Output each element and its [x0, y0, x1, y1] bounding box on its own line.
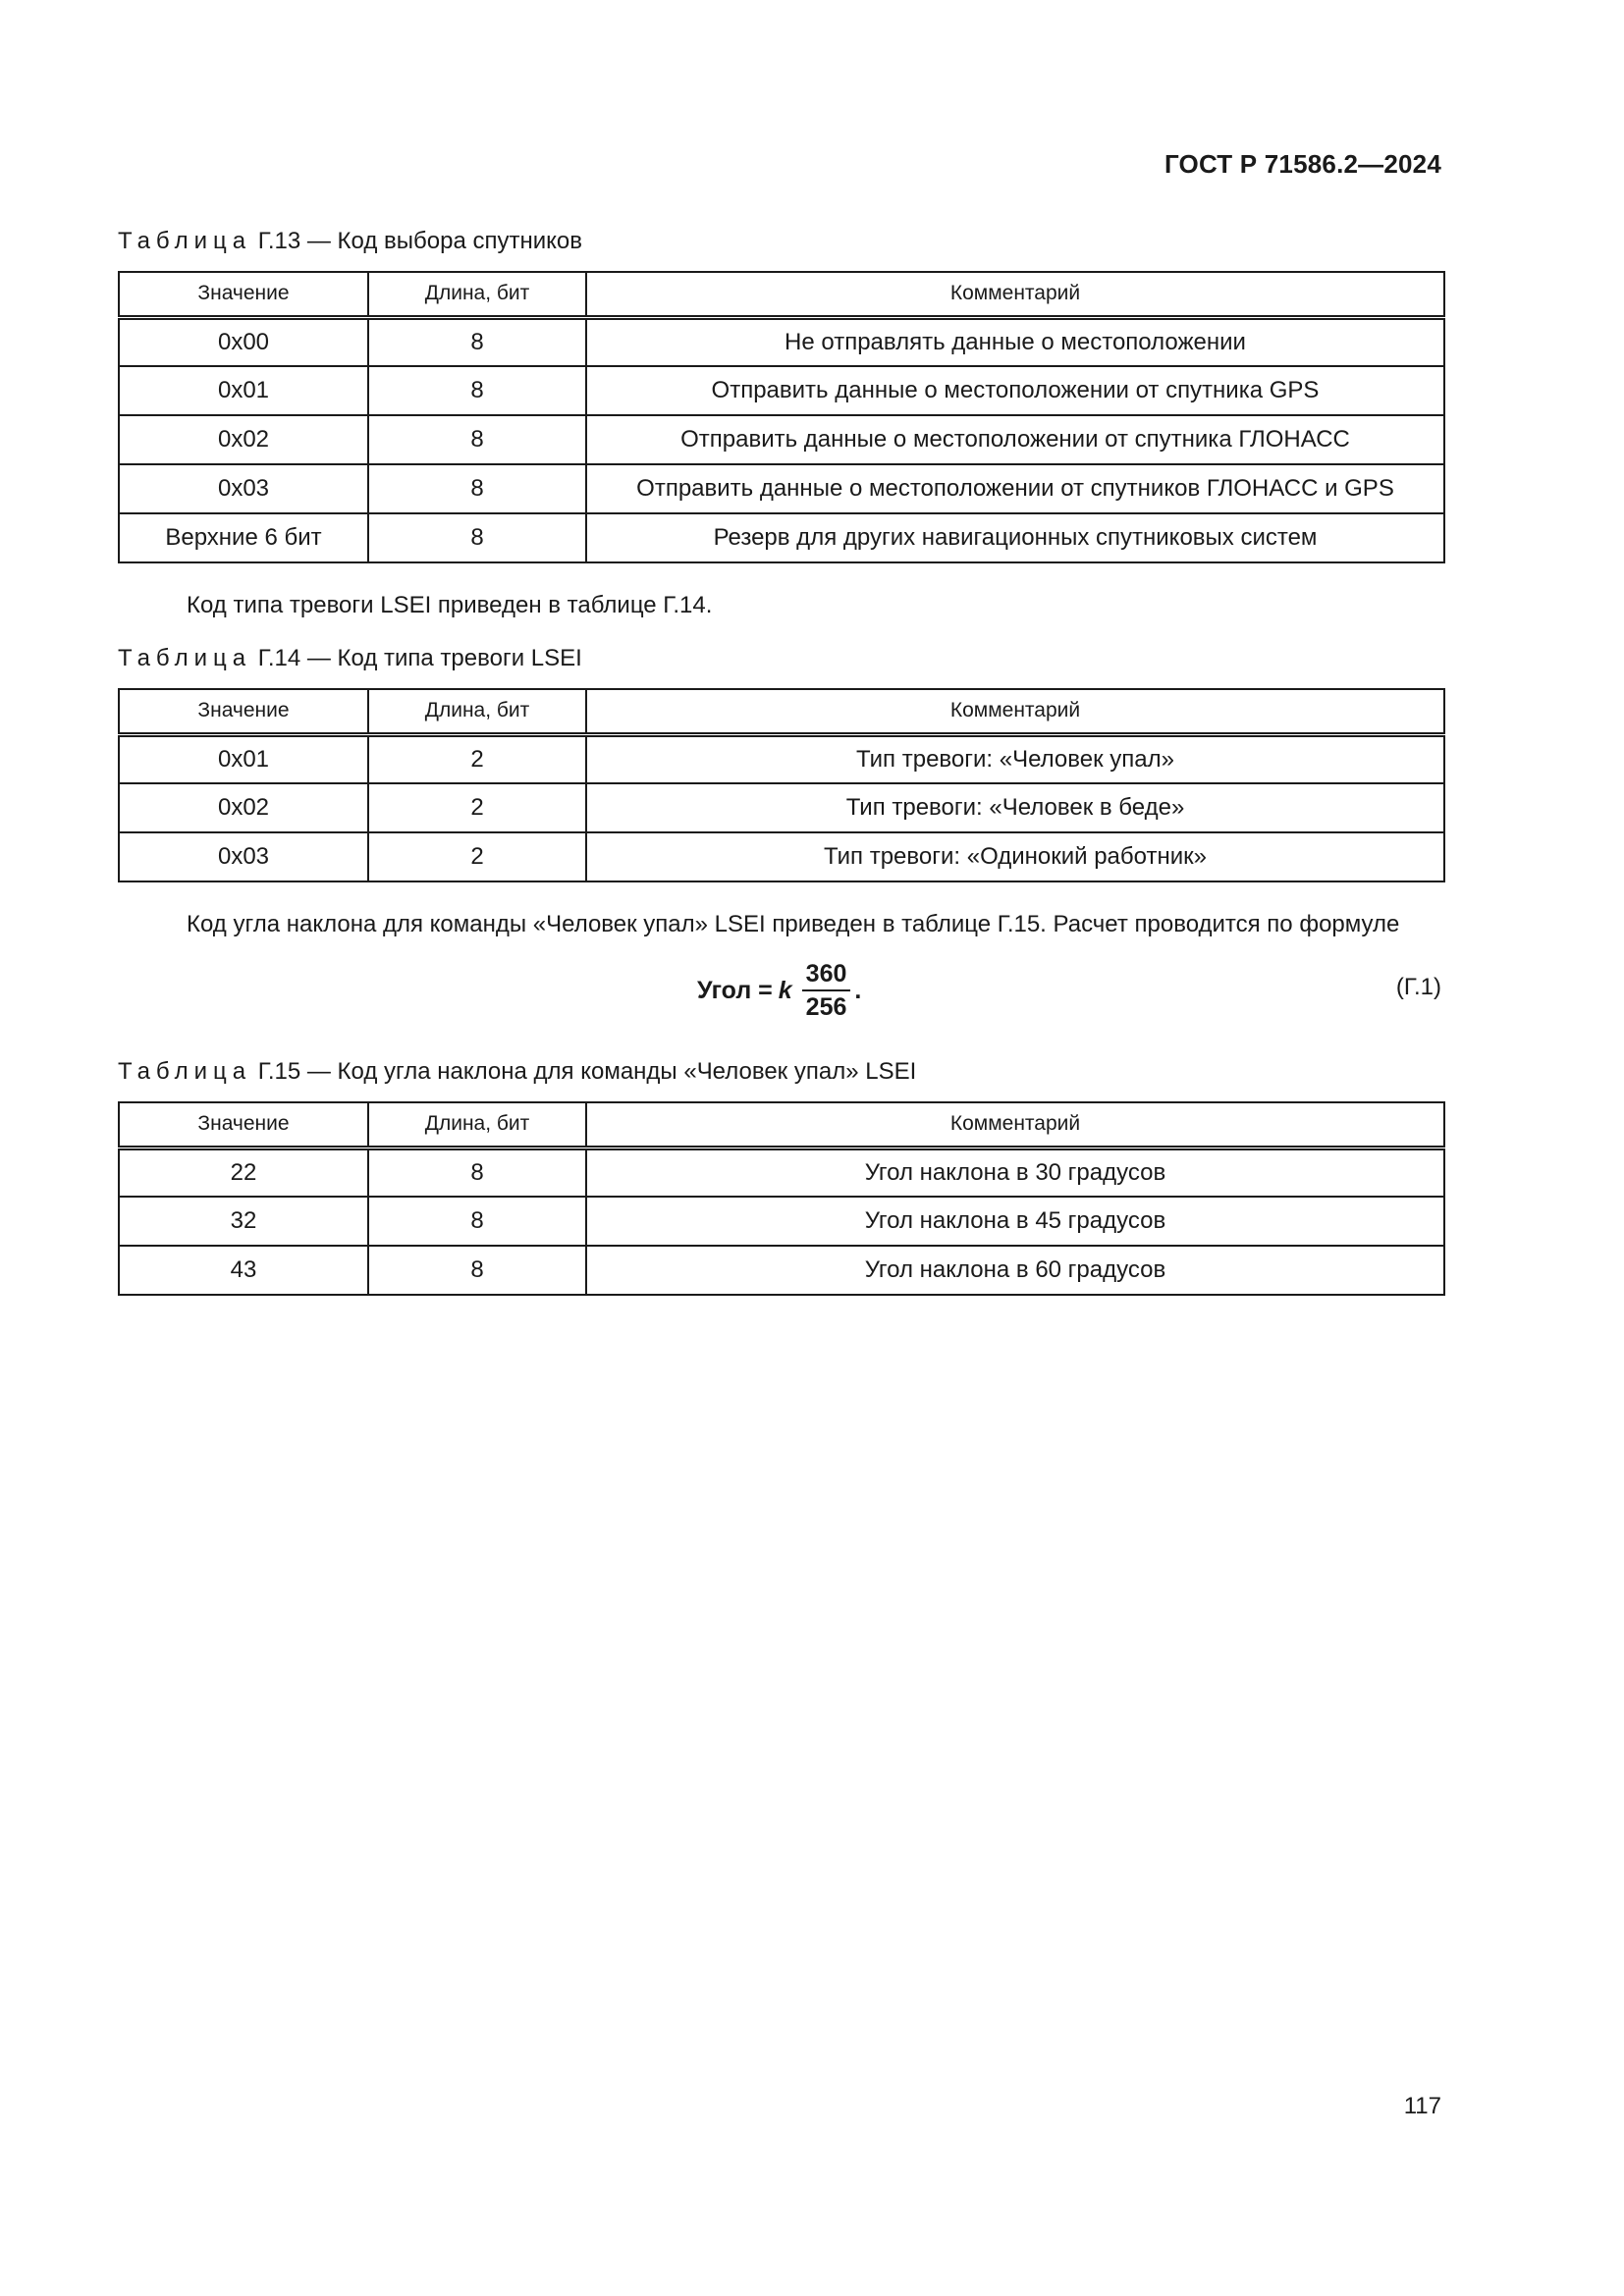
table-row — [119, 415, 1444, 464]
paragraph-tilt-angle: Код угла наклона для команды «Человек упал» LSEI приведен в таблице Г.15. Расчет проводится по формуле — [187, 911, 1400, 937]
caption-word: Таблица — [118, 645, 252, 671]
header-length: Длина, бит — [368, 272, 586, 317]
cell-value: 43 — [119, 1246, 368, 1295]
header-value: Значение — [119, 1102, 368, 1148]
formula-fraction — [802, 960, 851, 1021]
cell-length: 8 — [368, 317, 586, 366]
cell-value: 0x02 — [119, 415, 368, 464]
caption-word: Таблица — [118, 228, 252, 254]
formula-variable: k — [778, 976, 792, 1004]
header-comment: Комментарий — [586, 272, 1444, 317]
table-row — [119, 513, 1444, 562]
cell-length: 8 — [368, 1148, 586, 1197]
table-header-row — [119, 1102, 1444, 1148]
formula-lhs: Угол = — [697, 976, 773, 1004]
caption-word: Таблица — [118, 1058, 252, 1085]
cell-comment: Отправить данные о местоположении от спутников ГЛОНАСС и GPS — [586, 464, 1444, 513]
table-15-caption — [118, 1058, 916, 1086]
formula-number: (Г.1) — [1395, 974, 1441, 1000]
table-row — [119, 366, 1444, 415]
cell-comment: Отправить данные о местоположении от спутника GPS — [586, 366, 1444, 415]
cell-length: 2 — [368, 734, 586, 783]
cell-length: 8 — [368, 464, 586, 513]
header-value: Значение — [119, 689, 368, 734]
table-row — [119, 734, 1444, 783]
cell-comment: Тип тревоги: «Одинокий работник» — [586, 832, 1444, 881]
cell-comment: Угол наклона в 60 градусов — [586, 1246, 1444, 1295]
document-code: ГОСТ Р 71586.2—2024 — [1164, 149, 1441, 179]
table-row — [119, 317, 1444, 366]
caption-text: Г.15 — Код угла наклона для команды «Человек упал» LSEI — [257, 1058, 917, 1085]
cell-value: 32 — [119, 1197, 368, 1246]
cell-comment: Тип тревоги: «Человек упал» — [586, 734, 1444, 783]
table-row — [119, 464, 1444, 513]
formula-numerator: 360 — [802, 960, 851, 991]
cell-length: 8 — [368, 513, 586, 562]
table-row — [119, 832, 1444, 881]
cell-comment: Угол наклона в 30 градусов — [586, 1148, 1444, 1197]
formula-end: . — [854, 976, 862, 1004]
cell-comment: Угол наклона в 45 градусов — [586, 1197, 1444, 1246]
table-13-caption — [118, 228, 582, 255]
table-header-row — [119, 689, 1444, 734]
header-length: Длина, бит — [368, 689, 586, 734]
cell-comment: Резерв для других навигационных спутниковых систем — [586, 513, 1444, 562]
header-length: Длина, бит — [368, 1102, 586, 1148]
cell-value: 0x03 — [119, 464, 368, 513]
header-value: Значение — [119, 272, 368, 317]
cell-length: 8 — [368, 1246, 586, 1295]
table-14 — [118, 688, 1445, 882]
table-header-row — [119, 272, 1444, 317]
cell-value: 22 — [119, 1148, 368, 1197]
cell-length: 8 — [368, 366, 586, 415]
formula-denominator: 256 — [805, 993, 847, 1021]
header-comment: Комментарий — [586, 1102, 1444, 1148]
cell-value: 0x01 — [119, 366, 368, 415]
paragraph-alarm-type: Код типа тревоги LSEI приведен в таблице Г.14. — [187, 592, 713, 618]
cell-length: 2 — [368, 832, 586, 881]
table-13 — [118, 271, 1445, 563]
cell-length: 2 — [368, 783, 586, 832]
table-row — [119, 783, 1444, 832]
table-row — [119, 1197, 1444, 1246]
cell-value: 0x00 — [119, 317, 368, 366]
header-comment: Комментарий — [586, 689, 1444, 734]
cell-comment: Отправить данные о местоположении от спутника ГЛОНАСС — [586, 415, 1444, 464]
cell-length: 8 — [368, 415, 586, 464]
cell-comment: Не отправлять данные о местоположении — [586, 317, 1444, 366]
cell-value: Верхние 6 бит — [119, 513, 368, 562]
table-14-caption — [118, 645, 582, 672]
caption-text: Г.13 — Код выбора спутников — [257, 228, 582, 254]
table-15 — [118, 1101, 1445, 1296]
table-row — [119, 1246, 1444, 1295]
formula-angle — [697, 960, 861, 1021]
cell-value: 0x02 — [119, 783, 368, 832]
page-number: 117 — [1403, 2093, 1441, 2119]
caption-text: Г.14 — Код типа тревоги LSEI — [257, 645, 582, 671]
cell-length: 8 — [368, 1197, 586, 1246]
table-row — [119, 1148, 1444, 1197]
cell-value: 0x01 — [119, 734, 368, 783]
cell-comment: Тип тревоги: «Человек в беде» — [586, 783, 1444, 832]
cell-value: 0x03 — [119, 832, 368, 881]
